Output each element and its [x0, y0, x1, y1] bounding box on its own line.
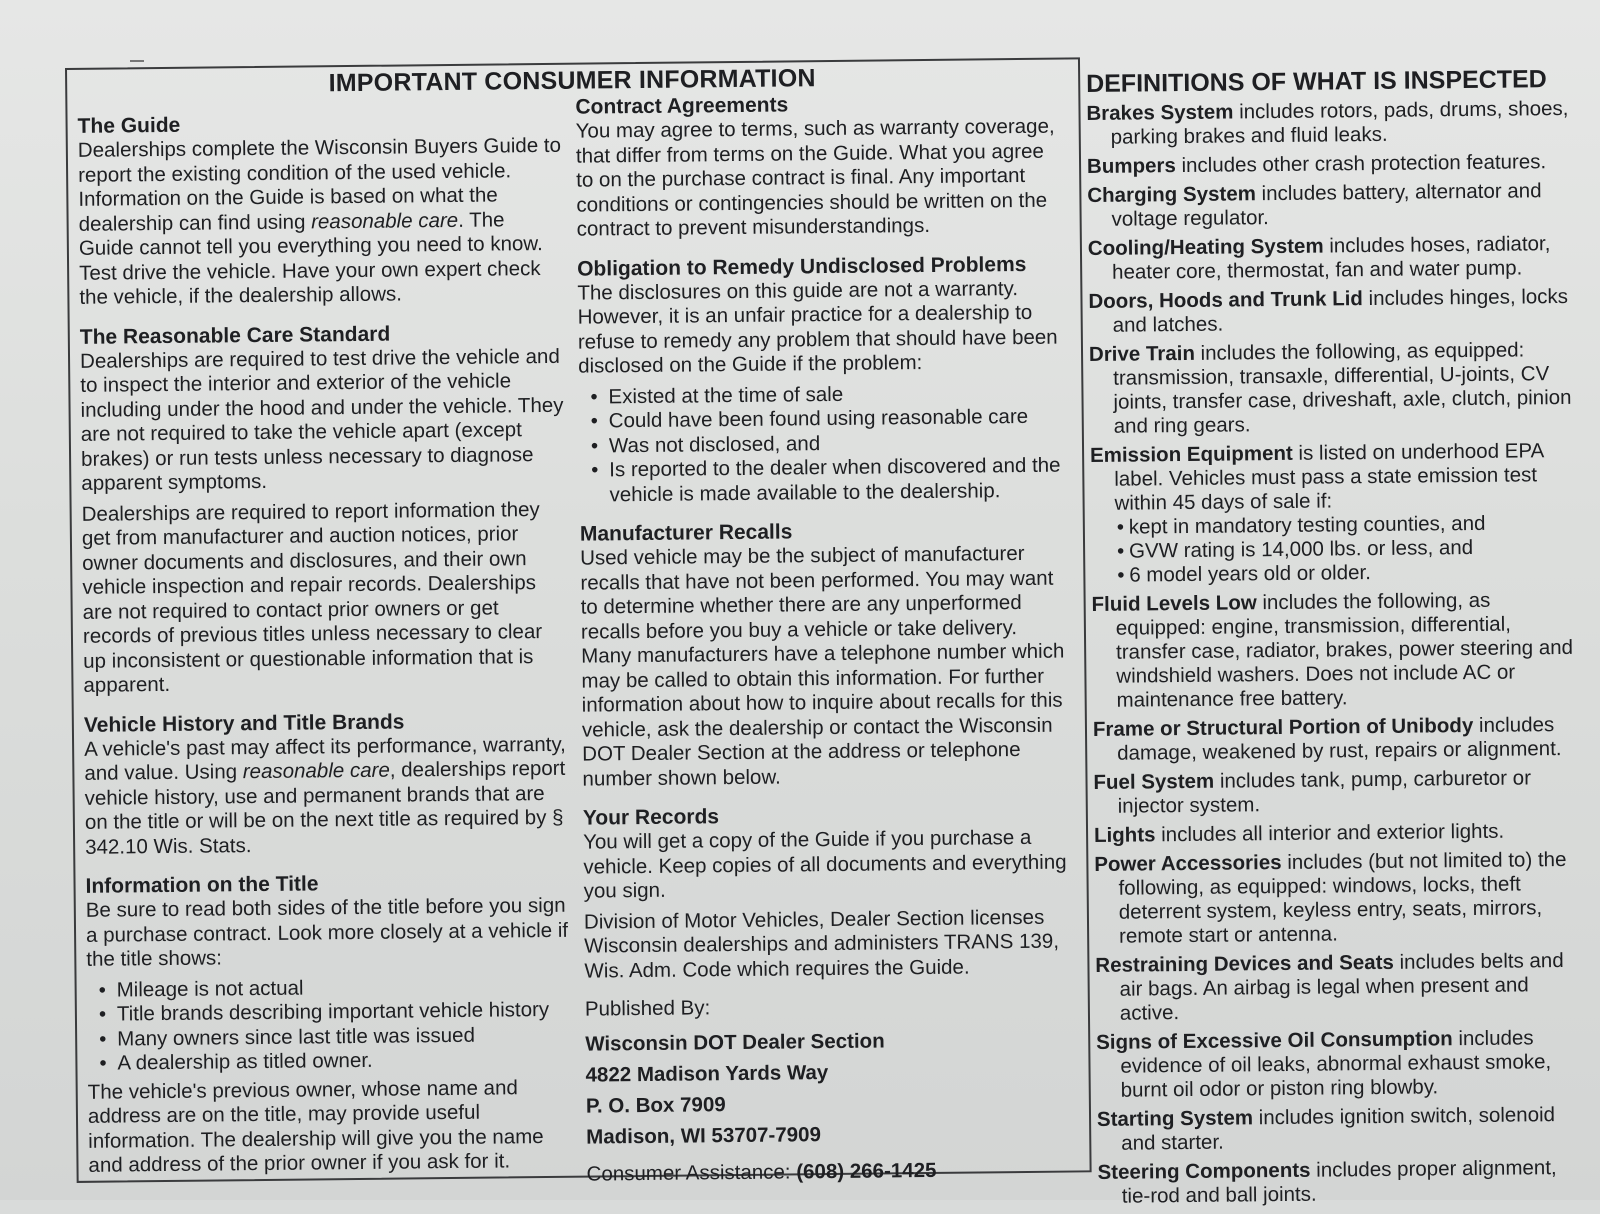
definition-power-accessories: Power Accessories includes (but not limited to) the following, as equipped: windows, locks, theft deterrent system, keyless entry, seats, mirrors, remote start or antenna.	[1094, 848, 1567, 948]
list-item: • Could have been found using reasonable care	[609, 405, 1064, 434]
definition-frame: Frame or Structural Portion of Unibody includes damage, weakened by rust, repairs or alignment.	[1092, 713, 1562, 765]
recalls-text: Used vehicle may be the subject of manufacturer recalls that have not been performed. You may want to determine whether there are any unperformed recalls before you buy a vehicle or take delivery. Many manufacturers have a telephone number which may be called to obtain this information. For further information about how to inquire about recalls for this vehicle, ask the dealership or contact the Wisconsin DOT Dealer Section at the address or telephone number shown below.	[580, 541, 1065, 791]
records-text-2: Division of Motor Vehicles, Dealer Section licenses Wisconsin dealerships and administers TRANS 139, Wis. Adm. Code which requires the Guide.	[583, 905, 1060, 983]
definition-fluid-levels: Fluid Levels Low includes the following, as equipped: engine, transmission, differential, transfer case, radiator, brakes, power steering and windshield washers. Does not include AC or maintenance free battery.	[1091, 588, 1574, 712]
guide-text: Dealerships complete the Wisconsin Buyers Guide to report the existing condition of the used vehicle. Information on the Guide is based on what the dealership can find using reasonable care. The Guide cannot tell you everything you need to know. Test drive the vehicle. Have your own expert check the vehicle, if the dealership allows.	[77, 133, 562, 309]
obligation-heading: Obligation to Remedy Undisclosed Problems	[577, 252, 1027, 281]
reasonable-care-text-2: Dealerships are required to report information they get from manufacturer and auction notices, prior owner documents and disclosures, and their own vehicle inspection and repair records. Dealerships are not required to contact prior owners or get records of previous titles unless necessary to clear up inconsistent or questionable information that is apparent.	[81, 497, 543, 697]
definition-starting: Starting System includes ignition switch, solenoid and starter.	[1096, 1103, 1556, 1155]
definition-fuel: Fuel System includes tank, pump, carburetor or injector system.	[1093, 766, 1532, 818]
list-item: • kept in mandatory testing counties, and	[1129, 511, 1581, 540]
consumer-info-title: IMPORTANT CONSUMER INFORMATION	[328, 64, 816, 98]
contract-text: You may agree to terms, such as warranty coverage, that differ from terms on the Guide. What you agree to on the purchase contract is final. Any important conditions or contingencies should be written on the contract to prevent misunderstandings.	[575, 114, 1055, 241]
contract-heading: Contract Agreements	[575, 93, 789, 119]
consumer-info-box	[65, 57, 1092, 1186]
definition-charging: Charging System includes battery, alternator and voltage regulator.	[1087, 179, 1542, 231]
list-item: • Existed at the time of sale	[608, 380, 1063, 409]
records-heading: Your Records	[582, 805, 720, 830]
list-item: • Title brands describing important vehicle history	[117, 998, 572, 1027]
definition-steering: Steering Components includes proper alignment, tie-rod and ball joints.	[1097, 1156, 1557, 1208]
definition-cooling: Cooling/Heating System includes hoses, radiator, heater core, thermostat, fan and water pump.	[1087, 232, 1551, 284]
history-heading: Vehicle History and Title Brands	[83, 709, 405, 737]
publisher-street: 4822 Madison Yards Way	[585, 1060, 829, 1087]
emission-list	[1115, 511, 1582, 588]
definition-oil-consumption: Signs of Excessive Oil Consumption includes evidence of oil leaks, abnormal exhaust smoke, burnt oil odor or piston ring blowby.	[1096, 1026, 1552, 1102]
definition-emission: Emission Equipment is listed on underhood EPA label. Vehicles must pass a state emission test within 45 days of sale if: • kept in mandatory testing counties, and • GVW rating is 14,000 lbs. or less, and • 6 model years old or older.	[1090, 439, 1581, 588]
list-item: • Mileage is not actual	[117, 973, 572, 1002]
definition-bumpers: Bumpers includes other crash protection features.	[1086, 150, 1547, 178]
guide-heading: The Guide	[77, 113, 181, 138]
publisher-name: Wisconsin DOT Dealer Section	[585, 1028, 885, 1056]
list-item: • A dealership as titled owner.	[117, 1047, 572, 1076]
published-by-label: Published By:	[584, 996, 711, 1021]
list-item: • 6 model years old or older.	[1129, 559, 1581, 588]
consumer-assistance	[586, 1157, 1071, 1187]
consumer-info-column-1	[77, 109, 573, 1193]
definitions-title: DEFINITIONS OF WHAT IS INSPECTED	[1085, 65, 1547, 98]
title-info-list	[87, 973, 573, 1076]
history-text: A vehicle's past may affect its performance, warranty, and value. Using reasonable care, dealerships report vehicle history, use and permanent brands that are on the title or will be on the next title as required by § 342.10 Wis. Stats.	[84, 732, 566, 859]
records-text-1: You will get a copy of the Guide if you purchase a vehicle. Keep copies of all documents and everything you sign.	[583, 825, 1067, 903]
reasonable-care-text-1: Dealerships are required to test drive the vehicle and to inspect the interior and exterior of the vehicle including under the hood and under the vehicle. They are not required to take the vehicle apart (except brakes) or run tests unless necessary to diagnose apparent symptoms.	[79, 344, 564, 495]
publisher-po-box: P. O. Box 7909	[585, 1092, 726, 1118]
recalls-heading: Manufacturer Recalls	[579, 520, 793, 546]
definition-brakes: Brakes System includes rotors, pads, drums, shoes, parking brakes and fluid leaks.	[1086, 96, 1569, 149]
definition-drive-train: Drive Train includes the following, as equipped: transmission, transaxle, differential, U-joints, CV joints, transfer case, driveshaft, axle, clutch, pinion and ring gears.	[1088, 338, 1572, 438]
title-info-heading: Information on the Title	[85, 872, 319, 898]
obligation-intro: The disclosures on this guide are not a warranty. However, it is an unfair practice for a dealership to refuse to remedy any problem that should have been disclosed on the Guide if the problem:	[577, 276, 1058, 378]
list-item: • Is reported to the dealer when discovered and the vehicle is made available to the dealership.	[609, 454, 1064, 508]
publisher-city: Madison, WI 53707-7909	[586, 1122, 822, 1149]
list-item: • Many owners since last title was issued	[117, 1022, 572, 1051]
obligation-list	[578, 380, 1064, 508]
consumer-info-column-2	[575, 90, 1072, 1201]
reasonable-care-heading: The Reasonable Care Standard	[79, 322, 391, 349]
consumer-assistance-label: Consumer Assistance:	[586, 1159, 797, 1186]
definition-doors: Doors, Hoods and Trunk Lid includes hinges, locks and latches.	[1088, 284, 1569, 337]
list-item: • GVW rating is 14,000 lbs. or less, and	[1129, 535, 1581, 564]
definition-lights: Lights includes all interior and exterior lights.	[1093, 819, 1505, 847]
list-item: • Was not disclosed, and	[609, 429, 1064, 458]
page-mark	[130, 60, 144, 62]
publisher-address	[585, 1023, 1071, 1152]
consumer-assistance-phone: (608) 266-1425	[796, 1158, 937, 1183]
definitions-column	[1086, 67, 1588, 1214]
definition-restraining: Restraining Devices and Seats includes belts and air bags. An airbag is legal when present and active.	[1095, 949, 1564, 1025]
title-info-intro: Be sure to read both sides of the title before you sign a purchase contract. Look more closely at a vehicle if the title shows:	[85, 893, 569, 971]
title-info-outro: The vehicle's previous owner, whose name and address are on the title, may provide useful information. The dealership will give you the name and address of the prior owner if you ask for it.	[87, 1075, 544, 1177]
